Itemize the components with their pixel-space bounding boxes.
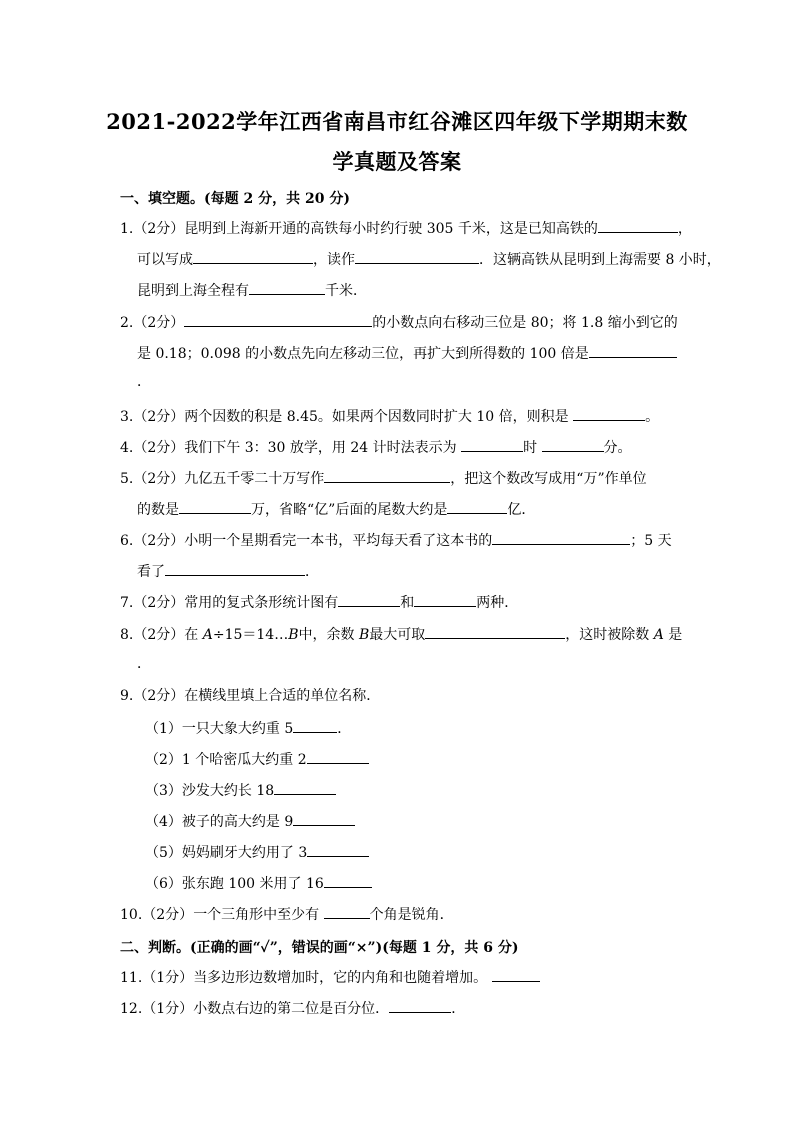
question-number: 9. — [120, 688, 134, 704]
answer-blank[interactable] — [165, 562, 305, 576]
question-number: 6. — [120, 533, 134, 549]
answer-blank[interactable] — [355, 250, 479, 264]
answer-blank[interactable] — [389, 999, 451, 1013]
question-1-line-2 — [137, 250, 721, 268]
item-text: （6）张东跑 100 米用了 16 — [145, 876, 324, 892]
question-number: 4. — [120, 440, 134, 456]
question-text: 九亿五千零二十万写作 — [184, 471, 325, 487]
question-text: ． — [451, 1001, 466, 1017]
question-number: 10. — [120, 907, 143, 923]
question-5-line-2 — [137, 500, 535, 518]
question-text: 看了 — [137, 564, 165, 580]
answer-blank[interactable] — [598, 219, 678, 233]
question-text: ，把这个数改写成用“万”作单位 — [450, 471, 647, 487]
answer-blank[interactable] — [492, 968, 540, 982]
answer-blank[interactable] — [414, 593, 476, 607]
question-9-item-4 — [145, 812, 355, 830]
question-number: 11. — [120, 970, 143, 986]
question-text: 分。 — [603, 440, 632, 456]
question-number: 3. — [120, 409, 134, 425]
answer-blank[interactable] — [324, 874, 372, 888]
question-text: 的数是 — [137, 502, 179, 518]
question-text: 当多边形边数增加时，它的内角和也随着增加。 — [193, 970, 488, 986]
variable-b: B — [288, 627, 299, 643]
question-text: 一个三角形中至少有 — [193, 907, 320, 923]
item-text: （1）一只大象大约重 5 — [145, 721, 294, 737]
question-points: （2分） — [133, 595, 185, 611]
question-9-item-1 — [145, 719, 351, 737]
answer-blank[interactable] — [338, 593, 400, 607]
question-text: 两种． — [476, 595, 519, 611]
question-number: 8. — [120, 627, 134, 643]
item-text: （5）妈妈刷牙大约用了 3 — [145, 845, 308, 861]
question-9-item-3 — [145, 781, 336, 799]
question-4 — [120, 438, 632, 456]
question-8-line-2 — [137, 656, 151, 672]
question-1-line-3 — [137, 281, 367, 299]
question-text: ， — [677, 221, 692, 237]
question-text: ． — [305, 564, 319, 580]
question-text: 最大可取 — [369, 627, 426, 643]
question-text: 中，余数 — [298, 627, 359, 643]
question-2-line-1 — [120, 313, 678, 331]
question-text: 千米． — [325, 283, 367, 299]
question-11 — [120, 968, 540, 986]
question-9 — [120, 688, 380, 704]
answer-blank[interactable] — [193, 250, 313, 264]
question-9-item-5 — [145, 843, 369, 861]
question-12 — [120, 999, 465, 1017]
question-number: 2. — [120, 315, 134, 331]
question-text: 昆明到上海全程有 — [137, 283, 249, 299]
question-text: ，这时被除数 — [565, 627, 654, 643]
question-text: 。 — [645, 409, 660, 425]
question-9-item-2 — [145, 750, 369, 768]
title-line-1: 2021-2022学年江西省南昌市红谷滩区四年级下学期期末数 — [106, 109, 688, 134]
variable-b: B — [358, 627, 370, 643]
item-end: ． — [337, 721, 352, 737]
question-text: ；5 天 — [630, 533, 672, 549]
answer-blank[interactable] — [542, 438, 604, 452]
question-text: ÷15＝14… — [212, 627, 289, 643]
question-text: ． — [137, 656, 151, 672]
question-text: 个角是锐角． — [369, 907, 454, 923]
answer-blank[interactable] — [293, 812, 355, 826]
answer-blank[interactable] — [447, 500, 507, 514]
question-points: （2分） — [133, 315, 185, 331]
item-text: （3）沙发大约长 18 — [145, 783, 275, 799]
answer-blank[interactable] — [307, 843, 369, 857]
answer-blank[interactable] — [573, 407, 645, 421]
question-points: （2分） — [133, 533, 185, 549]
title-line-2: 学真题及答案 — [332, 149, 462, 174]
question-text: 常用的复式条形统计图有 — [184, 595, 339, 611]
question-2-line-2 — [137, 344, 677, 362]
question-text: 万，省略“亿”后面的尾数大约是 — [251, 502, 448, 518]
question-text: 昆明到上海新开通的高铁每小时约行驶 305 千米，这是已知高铁的 — [184, 221, 598, 237]
question-9-item-6 — [145, 874, 372, 892]
question-text: 在 — [184, 627, 203, 643]
question-points: （2分） — [133, 688, 185, 704]
question-text: 在横线里填上合适的单位名称． — [184, 688, 381, 704]
question-points: （2分） — [133, 221, 185, 237]
question-2-line-3 — [137, 374, 151, 390]
question-text: 是 0.18；0.098 的小数点先向左移动三位，再扩大到所得数的 100 倍是 — [137, 346, 589, 362]
question-text: 我们下午 3：30 放学，用 24 计时法表示为 — [184, 440, 457, 456]
answer-blank[interactable] — [179, 500, 251, 514]
variable-a: A — [202, 627, 213, 643]
answer-blank[interactable] — [461, 438, 523, 452]
section-2-heading: 二、判断。(正确的画“✓”，错误的画“×”)(每题 1 分，共 6 分) — [120, 940, 519, 956]
question-10 — [120, 905, 454, 923]
question-text: 小数点右边的第二位是百分位． — [193, 1001, 390, 1017]
answer-blank[interactable] — [274, 781, 336, 795]
item-text: （4）被子的高大约是 9 — [145, 814, 294, 830]
question-text: ，读作 — [313, 252, 355, 268]
answer-blank[interactable] — [324, 469, 450, 483]
question-points: （2分） — [133, 471, 185, 487]
section-1-heading: 一、填空题。(每题 2 分，共 20 分) — [120, 191, 350, 207]
question-text: ． — [137, 374, 151, 390]
answer-blank[interactable] — [249, 281, 325, 295]
variable-a: A — [653, 627, 664, 643]
question-text: 两个因数的积是 8.45。如果两个因数同时扩大 10 倍，则积是 — [184, 409, 569, 425]
answer-blank[interactable] — [307, 750, 369, 764]
question-text: ．这辆高铁从昆明到上海需要 8 小时， — [479, 252, 721, 268]
question-number: 12. — [120, 1001, 143, 1017]
question-text: 的小数点向右移动三位是 80；将 1.8 缩小到它的 — [372, 315, 678, 331]
question-6-line-1 — [120, 531, 672, 549]
question-points: （2分） — [133, 440, 185, 456]
question-text: 小明一个星期看完一本书，平均每天看了这本书的 — [184, 533, 493, 549]
question-number: 1. — [120, 221, 134, 237]
question-number: 7. — [120, 595, 134, 611]
question-points: （2分） — [142, 907, 194, 923]
question-text: 是 — [663, 627, 683, 643]
answer-blank[interactable] — [324, 905, 370, 919]
item-text: （2）1 个哈密瓜大约重 2 — [145, 752, 307, 768]
question-text: 可以写成 — [137, 252, 193, 268]
question-text: 亿． — [507, 502, 536, 518]
question-points: （1分） — [142, 970, 194, 986]
answer-blank[interactable] — [492, 531, 630, 545]
question-1-line-1 — [120, 219, 692, 237]
question-5-line-1 — [120, 469, 647, 487]
answer-blank[interactable] — [589, 344, 677, 358]
question-points: （2分） — [133, 409, 185, 425]
question-6-line-2 — [137, 562, 319, 580]
answer-blank[interactable] — [184, 313, 372, 327]
question-points: （2分） — [133, 627, 185, 643]
question-text: 时 — [523, 440, 538, 456]
answer-blank[interactable] — [293, 719, 337, 733]
question-3 — [120, 407, 659, 425]
answer-blank[interactable] — [425, 625, 565, 639]
question-8-line-1 — [120, 625, 682, 643]
question-text: 和 — [400, 595, 415, 611]
question-points: （1分） — [142, 1001, 194, 1017]
question-number: 5. — [120, 471, 134, 487]
question-7 — [120, 593, 518, 611]
